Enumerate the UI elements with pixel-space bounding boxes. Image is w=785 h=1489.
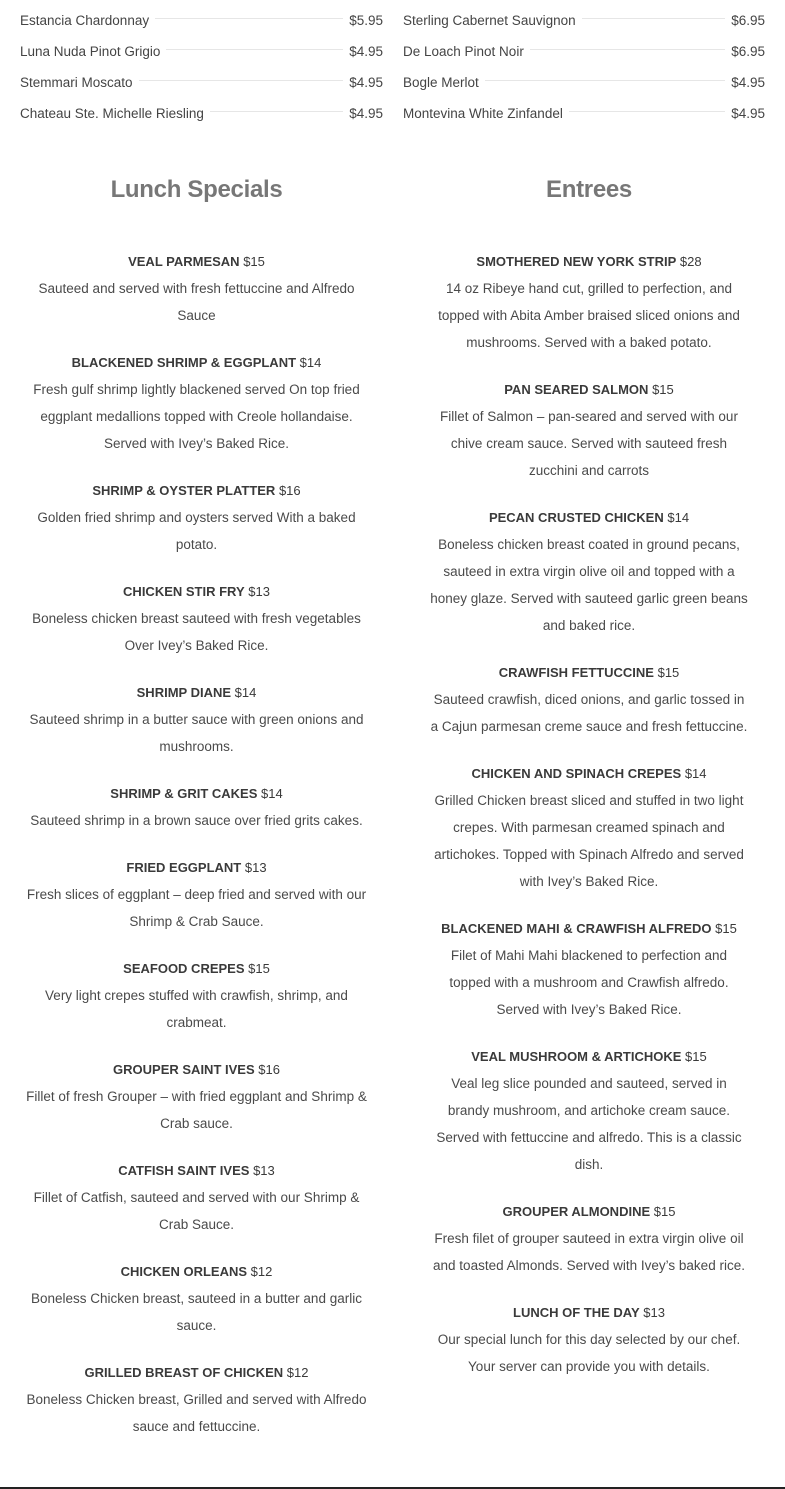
menu-item-name: CHICKEN AND SPINACH CREPES [471, 766, 682, 781]
menu-item-price: $14 [684, 766, 707, 781]
wine-name: Sterling Cabernet Sauvignon [403, 13, 576, 28]
menu-item-name: SEAFOOD CREPES [123, 961, 245, 976]
wine-name: De Loach Pinot Noir [403, 44, 524, 59]
menu-item [430, 376, 748, 484]
menu-item-heading [430, 1198, 748, 1225]
menu-item-price: $13 [643, 1305, 665, 1320]
menu-item-heading [20, 578, 373, 605]
wine-price: $6.95 [731, 13, 765, 28]
menu-item-price: $15 [653, 1204, 676, 1219]
menu-item-heading [430, 248, 748, 275]
wine-price: $5.95 [349, 13, 383, 28]
menu-item-name: GROUPER SAINT IVES [113, 1062, 255, 1077]
menu-item-heading [20, 780, 373, 807]
menu-item-name: CATFISH SAINT IVES [118, 1163, 250, 1178]
menu-item-description: Sauteed and served with fresh fettuccine and Alfredo Sauce [38, 281, 355, 323]
menu-item [430, 504, 748, 639]
wine-row [403, 62, 765, 93]
menu-item-name: CHICKEN ORLEANS [120, 1264, 248, 1279]
menu-item-name: PAN SEARED SALMON [504, 382, 649, 397]
menu-item-description: Fresh slices of eggplant – deep fried and served with our Shrimp & Crab Sauce. [26, 887, 367, 929]
menu-item-heading [430, 1299, 748, 1326]
menu-item [430, 760, 748, 895]
wine-price: $4.95 [731, 106, 765, 121]
menu-item-price: $15 [657, 665, 680, 680]
menu-item-heading [20, 349, 373, 376]
leader-dots [155, 18, 343, 19]
menu-item [430, 1198, 748, 1279]
menu-item-price: $14 [234, 685, 257, 700]
menu-item-description: Sauteed shrimp in a butter sauce with green onions and mushrooms. [29, 712, 364, 754]
menu-item-heading [20, 1056, 373, 1083]
menu-item-description: 14 oz Ribeye hand cut, grilled to perfection, and topped with Abita Amber braised sliced onions and mushrooms. Served with a baked potato. [438, 281, 740, 350]
menu-item-name: FRIED EGGPLANT [126, 860, 242, 875]
menu-item-price: $13 [253, 1163, 275, 1178]
wine-row [20, 0, 383, 31]
menu-item-description: Veal leg slice pounded and sauteed, served in brandy mushroom, and artichoke cream sauce. Served with fettuccine and alfredo. This is a classic dish. [436, 1076, 742, 1172]
menu-item-description: Filet of Mahi Mahi blackened to perfection and topped with a mushroom and Crawfish alfredo. Served with Ivey’s Baked Rice. [449, 948, 729, 1017]
wine-row [20, 62, 383, 93]
menu-item-name: GROUPER ALMONDINE [502, 1204, 651, 1219]
menu-item-description: Sauteed shrimp in a brown sauce over fried grits cakes. [30, 813, 363, 828]
menu-item-heading [20, 1359, 373, 1386]
menu-item [20, 477, 373, 558]
menu-item [430, 915, 748, 1023]
menu-item [20, 578, 373, 659]
menu-item [20, 1258, 373, 1339]
menu-item-name: SMOTHERED NEW YORK STRIP [476, 254, 677, 269]
entrees-section [430, 170, 748, 1400]
wine-name: Stemmari Moscato [20, 75, 133, 90]
leader-dots [139, 80, 344, 81]
menu-item-name: CHICKEN STIR FRY [123, 584, 245, 599]
lunch-specials-section [20, 170, 373, 1460]
menu-item-price: $14 [667, 510, 690, 525]
menu-item [20, 854, 373, 935]
entrees-list [430, 248, 748, 1380]
menu-item-name: SHRIMP DIANE [136, 685, 232, 700]
menu-item [20, 1157, 373, 1238]
wine-price: $4.95 [349, 44, 383, 59]
menu-item [20, 1056, 373, 1137]
menu-item-heading [430, 1043, 748, 1070]
wine-row [20, 93, 383, 124]
lunch-specials-list [20, 248, 373, 1440]
menu-item-name: BLACKENED MAHI & CRAWFISH ALFREDO [441, 921, 712, 936]
wine-name: Chateau Ste. Michelle Riesling [20, 106, 204, 121]
wine-name: Montevina White Zinfandel [403, 106, 563, 121]
menu-item [20, 780, 373, 834]
menu-item-heading [430, 376, 748, 403]
menu-item-price: $16 [278, 483, 301, 498]
menu-item-name: VEAL PARMESAN [128, 254, 240, 269]
menu-item-description: Very light crepes stuffed with crawfish, shrimp, and crabmeat. [45, 988, 348, 1030]
menu-item-description: Fresh gulf shrimp lightly blackened served On top fried eggplant medallions topped with Creole hollandaise. Served with Ivey’s Baked Rice. [33, 382, 360, 451]
menu-item-heading [20, 1258, 373, 1285]
menu-item-description: Our special lunch for this day selected by our chef. Your server can provide you with details. [437, 1332, 741, 1374]
leader-dots [582, 18, 726, 19]
menu-item-price: $12 [250, 1264, 273, 1279]
menu-item-price: $13 [248, 584, 270, 599]
menu-item-description: Fillet of Salmon – pan-seared and served with our chive cream sauce. Served with sauteed fresh zucchini and carrots [440, 409, 738, 478]
wine-price: $4.95 [349, 106, 383, 121]
wine-row [403, 93, 765, 124]
leader-dots [569, 111, 725, 112]
menu-item-heading [430, 659, 748, 686]
menu-item-price: $15 [652, 382, 674, 397]
menu-item-name: GRILLED BREAST OF CHICKEN [84, 1365, 284, 1380]
menu-item-name: BLACKENED SHRIMP & EGGPLANT [71, 355, 297, 370]
menu-item-description: Golden fried shrimp and oysters served With a baked potato. [37, 510, 356, 552]
wine-row [403, 0, 765, 31]
menu-item-description: Fillet of fresh Grouper – with fried eggplant and Shrimp & Crab sauce. [26, 1089, 367, 1131]
menu-item-heading [430, 915, 748, 942]
menu-item-price: $28 [679, 254, 702, 269]
wine-list-left [20, 0, 383, 124]
menu-item-description: Boneless chicken breast sauteed with fresh vegetables Over Ivey’s Baked Rice. [32, 611, 361, 653]
menu-item-description: Sauteed crawfish, diced onions, and garlic tossed in a Cajun parmesan creme sauce and fresh fettuccine. [430, 692, 748, 734]
wine-row [20, 31, 383, 62]
menu-item-price: $12 [286, 1365, 309, 1380]
menu-item-description: Boneless Chicken breast, sauteed in a butter and garlic sauce. [31, 1291, 362, 1333]
leader-dots [485, 80, 725, 81]
menu-item-name: SHRIMP & GRIT CAKES [110, 786, 258, 801]
menu-item [430, 659, 748, 740]
menu-item-price: $15 [243, 254, 265, 269]
menu-item-price: $15 [715, 921, 737, 936]
menu-item-description: Boneless Chicken breast, Grilled and served with Alfredo sauce and fettuccine. [26, 1392, 367, 1434]
menu-item-price: $14 [261, 786, 283, 801]
leader-dots [210, 111, 343, 112]
leader-dots [166, 49, 343, 50]
menu-item-heading [20, 248, 373, 275]
menu-item-price: $15 [685, 1049, 707, 1064]
menu-item-name: SHRIMP & OYSTER PLATTER [92, 483, 276, 498]
wine-price: $6.95 [731, 44, 765, 59]
menu-item-description: Fillet of Catfish, sauteed and served with our Shrimp & Crab Sauce. [33, 1190, 360, 1232]
menu-item-price: $16 [258, 1062, 280, 1077]
menu-item-heading [20, 679, 373, 706]
menu-item-price: $13 [244, 860, 267, 875]
wine-row [403, 31, 765, 62]
menu-item-heading [20, 1157, 373, 1184]
menu-item-description: Boneless chicken breast coated in ground pecans, sauteed in extra virgin olive oil and topped with a honey glaze. Served with sauteed garlic green beans and baked rice. [430, 537, 748, 633]
wine-price: $4.95 [349, 75, 383, 90]
menu-item-heading [430, 504, 748, 531]
wine-name: Luna Nuda Pinot Grigio [20, 44, 161, 59]
menu-item-heading [20, 854, 373, 881]
menu-item-heading [20, 955, 373, 982]
section-title: Entrees [546, 176, 632, 203]
menu-item-price: $15 [248, 961, 270, 976]
menu-item [20, 248, 373, 329]
wine-name: Bogle Merlot [403, 75, 479, 90]
wine-name: Estancia Chardonnay [20, 13, 150, 28]
menu-item [20, 349, 373, 457]
menu-item-description: Grilled Chicken breast sliced and stuffed in two light crepes. With parmesan creamed spinach and artichokes. Topped with Spinach Alfredo and served with Ivey’s Baked Rice. [434, 793, 744, 889]
menu-item [430, 248, 748, 356]
menu-item [20, 679, 373, 760]
leader-dots [530, 49, 725, 50]
menu-item-description: Fresh filet of grouper sauteed in extra virgin olive oil and toasted Almonds. Served with Ivey’s baked rice. [433, 1231, 745, 1273]
menu-item-heading [430, 760, 748, 787]
menu-item-name: CRAWFISH FETTUCCINE [498, 665, 654, 680]
menu-item [430, 1299, 748, 1380]
menu-item [430, 1043, 748, 1178]
wine-price: $4.95 [731, 75, 765, 90]
menu-item-name: PECAN CRUSTED CHICKEN [488, 510, 664, 525]
menu-item-heading [20, 477, 373, 504]
menu-item-name: VEAL MUSHROOM & ARTICHOKE [471, 1049, 682, 1064]
wine-list-right [403, 0, 765, 124]
menu-item [20, 955, 373, 1036]
menu-item-name: LUNCH OF THE DAY [513, 1305, 640, 1320]
menu-item [20, 1359, 373, 1440]
menu-item-price: $14 [299, 355, 322, 370]
section-title: Lunch Specials [110, 176, 283, 203]
